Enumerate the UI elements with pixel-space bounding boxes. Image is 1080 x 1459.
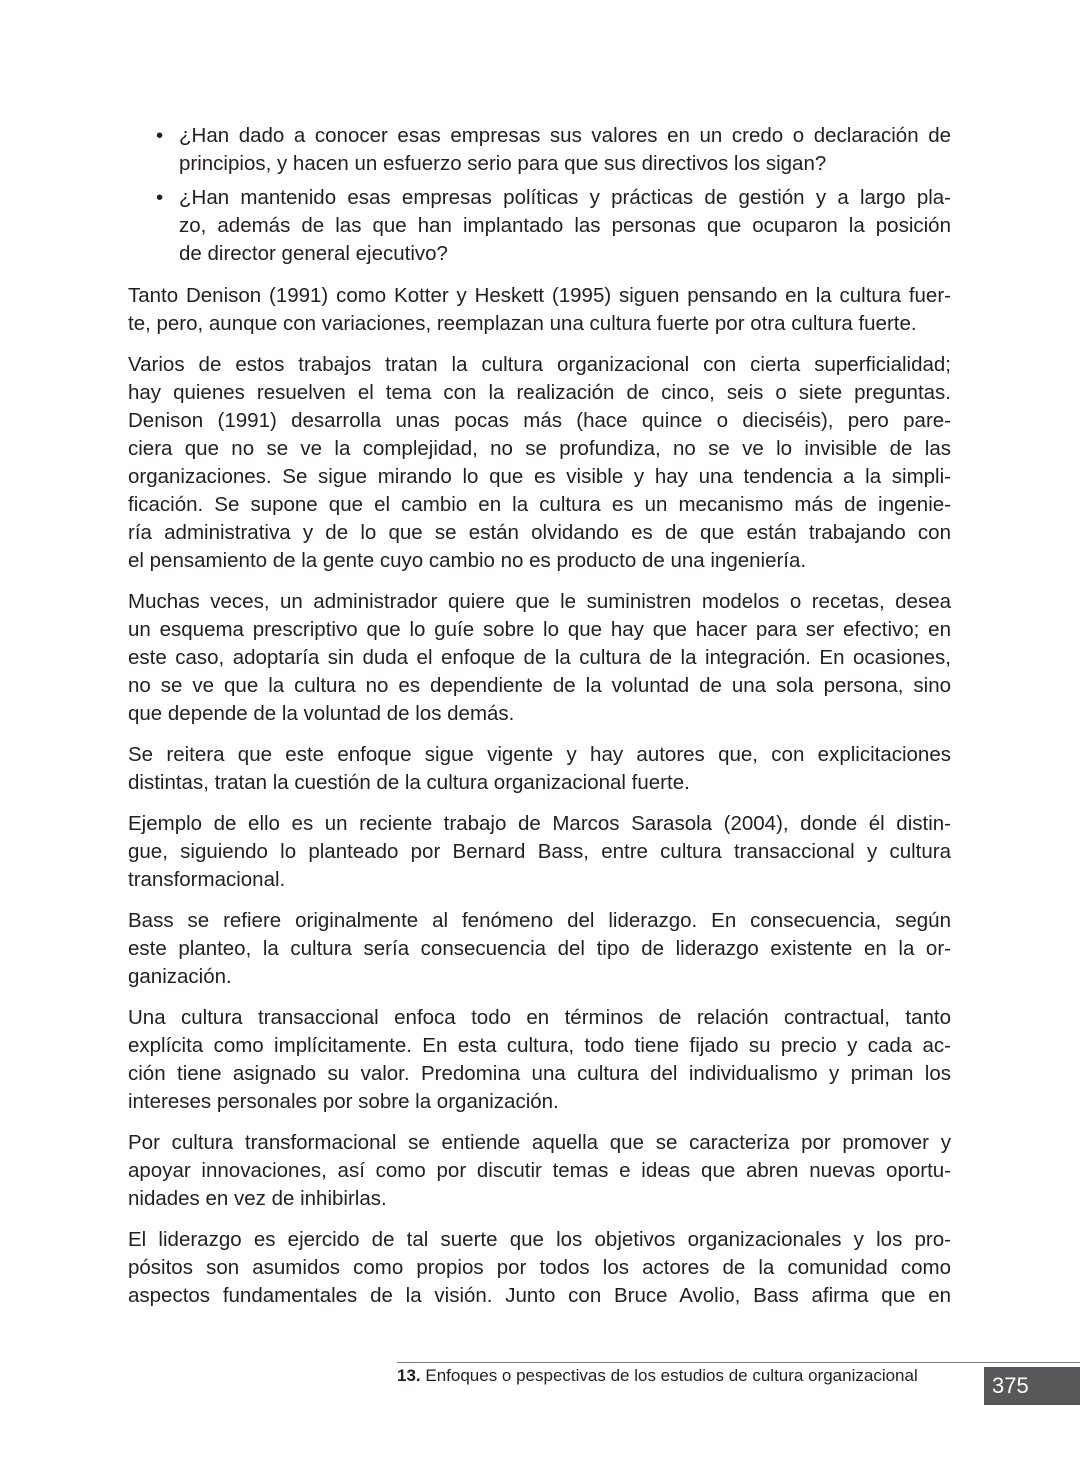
text-line: hay quienes resuelven el tema con la realización de cinco, seis o siete preguntas. — [128, 381, 951, 404]
paragraph — [128, 1129, 951, 1213]
bullet-item — [128, 122, 951, 178]
text-line: explícita como implícitamente. En esta cultura, todo tiene fijado su precio y cada ac- — [128, 1034, 951, 1057]
body-text — [128, 122, 951, 1323]
text-line: ficación. Se supone que el cambio en la cultura es un mecanismo más de ingenie- — [128, 493, 951, 516]
text-line: ¿Han mantenido esas empresas políticas y prácticas de gestión y a largo pla- — [179, 186, 951, 209]
chapter-number: 13. — [397, 1366, 421, 1385]
text-line: que depende de la voluntad de los demás. — [128, 702, 515, 725]
text-line: pósitos son asumidos como propios por todos los actores de la comunidad como — [128, 1256, 951, 1279]
paragraph — [128, 907, 951, 991]
text-line: transformacional. — [128, 868, 286, 891]
text-line: organizaciones. Se sigue mirando lo que es visible y hay una tendencia a la simpli- — [128, 465, 951, 488]
text-line: de director general ejecutivo? — [179, 242, 448, 265]
text-line: ganización. — [128, 965, 232, 988]
paragraph — [128, 588, 951, 728]
text-line: nidades en vez de inhibirlas. — [128, 1187, 387, 1210]
paragraph — [128, 282, 951, 338]
paragraph — [128, 1226, 951, 1310]
text-line: ciera que no se ve la complejidad, no se profundiza, no se ve lo invisible de las — [128, 437, 951, 460]
running-footer — [397, 1366, 918, 1386]
text-line: Ejemplo de ello es un reciente trabajo de Marcos Sarasola (2004), donde él distin- — [128, 812, 951, 835]
text-line: ¿Han dado a conocer esas empresas sus valores en un credo o declaración de — [179, 124, 951, 147]
text-line: no se ve que la cultura no es dependiente de la voluntad de una sola persona, sino — [128, 674, 951, 697]
text-line: Denison (1991) desarrolla unas pocas más (hace quince o dieciséis), pero pare- — [128, 409, 951, 432]
text-line: Varios de estos trabajos tratan la cultura organizacional con cierta superficialidad; — [128, 353, 951, 376]
text-line: aspectos fundamentales de la visión. Junto con Bruce Avolio, Bass afirma que en — [128, 1284, 951, 1307]
text-line: Bass se refiere originalmente al fenómeno del liderazgo. En consecuencia, según — [128, 909, 951, 932]
text-line: intereses personales por sobre la organización. — [128, 1090, 559, 1113]
page-number: 375 — [984, 1367, 1080, 1405]
text-line: Por cultura transformacional se entiende aquella que se caracteriza por promover y — [128, 1131, 951, 1154]
text-line: gue, siguiendo lo planteado por Bernard Bass, entre cultura transaccional y cultura — [128, 840, 951, 863]
bullet-icon: • — [156, 186, 164, 209]
text-line: ría administrativa y de lo que se están olvidando es de que están trabajando con — [128, 521, 951, 544]
text-line: El liderazgo es ejercido de tal suerte que los objetivos organizacionales y los pro- — [128, 1228, 951, 1251]
text-line: zo, además de las que han implantado las personas que ocuparon la posición — [179, 214, 951, 237]
text-line: te, pero, aunque con variaciones, reemplazan una cultura fuerte por otra cultura fuerte. — [128, 312, 917, 335]
text-line: este caso, adoptaría sin duda el enfoque de la cultura de la integración. En ocasiones, — [128, 646, 951, 669]
text-line: ción tiene asignado su valor. Predomina una cultura del individualismo y priman los — [128, 1062, 951, 1085]
text-line: Una cultura transaccional enfoca todo en términos de relación contractual, tanto — [128, 1006, 951, 1029]
text-line: un esquema prescriptivo que lo guíe sobre lo que hay que hacer para ser efectivo; en — [128, 618, 951, 641]
text-line: Tanto Denison (1991) como Kotter y Heskett (1995) siguen pensando en la cultura fuer- — [128, 284, 951, 307]
text-line: el pensamiento de la gente cuyo cambio no es producto de una ingeniería. — [128, 549, 807, 572]
text-line: Se reitera que este enfoque sigue vigente y hay autores que, con explicitaciones — [128, 743, 951, 766]
footer-rule — [397, 1362, 1080, 1363]
bullet-icon: • — [156, 124, 164, 147]
paragraph — [128, 1004, 951, 1116]
chapter-title: Enfoques o pespectivas de los estudios de cultura organizacional — [420, 1366, 918, 1385]
paragraph — [128, 810, 951, 894]
paragraph — [128, 351, 951, 575]
text-line: distintas, tratan la cuestión de la cultura organizacional fuerte. — [128, 771, 690, 794]
text-line: Muchas veces, un administrador quiere que le suministren modelos o recetas, desea — [128, 590, 951, 613]
text-line: principios, y hacen un esfuerzo serio para que sus directivos los sigan? — [179, 152, 827, 175]
paragraph — [128, 741, 951, 797]
text-line: apoyar innovaciones, así como por discutir temas e ideas que abren nuevas oportu- — [128, 1159, 951, 1182]
text-line: este planteo, la cultura sería consecuencia del tipo de liderazgo existente en la or- — [128, 937, 951, 960]
bullet-item — [128, 184, 951, 268]
